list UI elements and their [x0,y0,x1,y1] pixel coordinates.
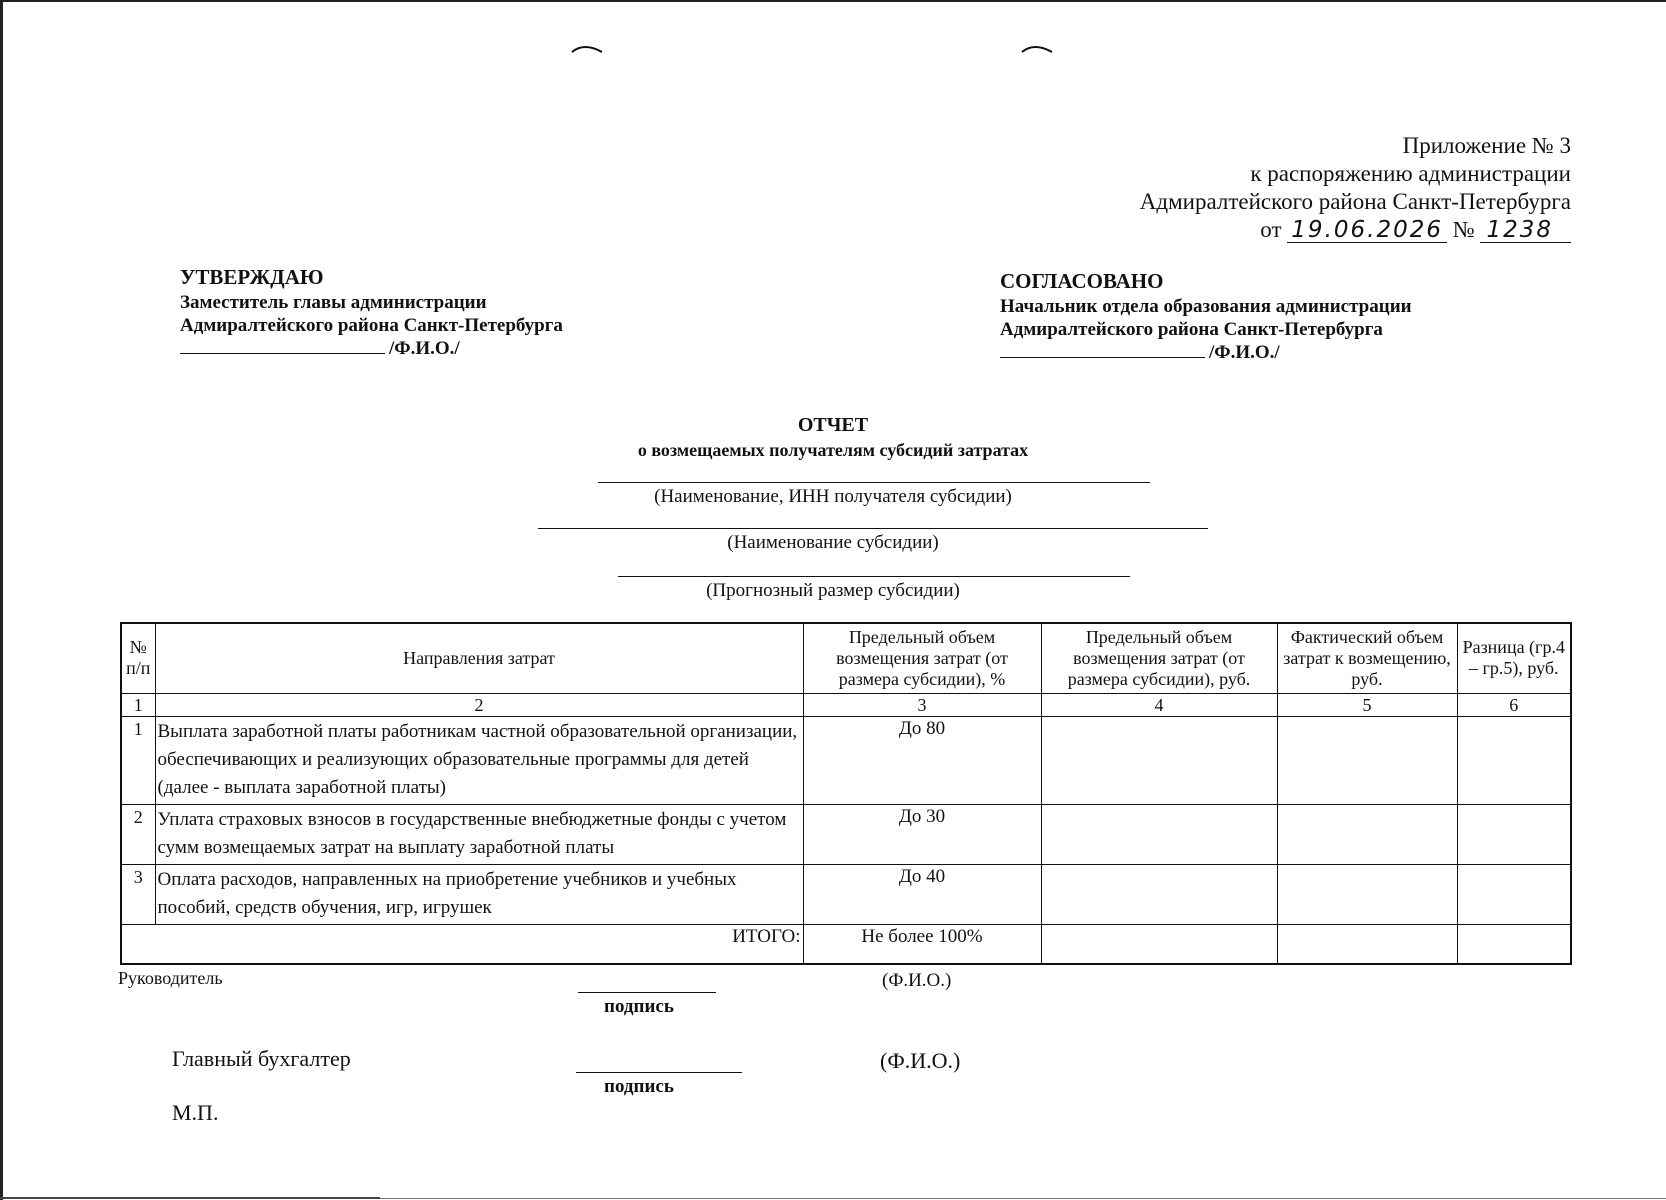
table-row [121,716,1571,804]
order-date: 19.06.2026 [1287,218,1447,243]
row-number: 3 [121,864,155,924]
total-row [121,924,1571,964]
subsidy-fill-line [538,528,1208,529]
approve-district: Адмиралтейского района Санкт-Петербурга [180,315,563,336]
column-number: 5 [1277,693,1457,716]
report-title: ОТЧЕТ [797,414,869,436]
header-number: № п/п [121,623,155,693]
table-row [121,864,1571,924]
accountant-sign-caption: подпись [604,1076,674,1097]
total-limit-rub [1041,924,1277,964]
column-number: 1 [121,693,155,716]
number-prefix: № [1452,217,1475,242]
row-direction: Выплата заработной платы работникам частной образовательной организации, обеспечивающих и реализующих образовательные программы для детей (далее - выплата заработной платы) [155,716,803,804]
order-number: 1238 [1480,218,1571,243]
total-label: ИТОГО: [121,924,803,964]
accountant-fio: (Ф.И.О.) [880,1048,961,1073]
approve-signature-line [180,337,563,360]
total-limit-percent: Не более 100% [803,924,1041,964]
approve-fio: /Ф.И.О./ [389,338,460,359]
staple-mark-left [570,42,606,56]
agreed-signature-line [1000,341,1412,364]
total-actual-rub [1277,924,1457,964]
staple-mark-right [1020,42,1056,56]
head-signature-line [578,992,716,993]
agreed-district: Адмиралтейского района Санкт-Петербурга [1000,319,1383,340]
column-number: 3 [803,693,1041,716]
forecast-caption: (Прогнозный размер субсидии) [706,580,960,601]
appendix-line-3: Адмиралтейского района Санкт-Петербурга [1139,189,1571,214]
approve-block [180,266,563,360]
row-actual-rub [1277,864,1457,924]
column-number: 6 [1457,693,1571,716]
agreed-block [1000,270,1412,364]
date-prefix: от [1260,217,1282,242]
row-direction: Уплата страховых взносов в государственные внебюджетные фонды с учетом сумм возмещаемых затрат на выплату заработной платы [155,804,803,864]
appendix-header [1140,132,1571,244]
row-direction: Оплата расходов, направленных на приобретение учебников и учебных пособий, средств обучения, игр, игрушек [155,864,803,924]
agreed-heading: СОГЛАСОВАНО [1000,269,1164,293]
row-number: 2 [121,804,155,864]
forecast-fill-line [618,576,1130,577]
row-actual-rub [1277,716,1457,804]
appendix-date-line [1140,216,1571,244]
column-number: 2 [155,693,803,716]
recipient-fill-line [598,482,1150,483]
head-label: Руководитель [118,968,223,988]
row-limit-rub [1041,864,1277,924]
appendix-line-1: Приложение № 3 [1402,133,1571,158]
column-number-row [121,693,1571,716]
agreed-fio: /Ф.И.О./ [1209,342,1280,363]
header-limit-percent: Предельный объем возмещения затрат (от размера субсидии), % [803,623,1041,693]
row-difference [1457,864,1571,924]
row-limit-rub [1041,804,1277,864]
seal-mark: М.П. [172,1100,219,1125]
header-difference: Разница (гр.4 – гр.5), руб. [1457,623,1571,693]
head-sign-caption: подпись [604,996,674,1017]
accountant-signature-line [576,1072,742,1073]
row-limit-rub [1041,716,1277,804]
header-direction: Направления затрат [155,623,803,693]
row-limit-percent: До 80 [803,716,1041,804]
appendix-line-2: к распоряжению администрации [1250,161,1571,186]
row-difference [1457,716,1571,804]
accountant-label: Главный бухгалтер [172,1046,351,1071]
agreed-signature-blank [1000,341,1205,358]
approve-heading: УТВЕРЖДАЮ [180,265,324,289]
header-actual-rub: Фактический объем затрат к возмещению, руб. [1277,623,1457,693]
row-actual-rub [1277,804,1457,864]
agreed-position: Начальник отдела образования администрации [1000,296,1412,317]
approve-signature-blank [180,337,385,354]
row-difference [1457,804,1571,864]
table-header-row [121,623,1571,693]
scan-border-bottom [0,1197,380,1199]
report-subtitle: о возмещаемых получателям субсидий затратах [637,440,1029,460]
table-row [121,804,1571,864]
total-difference [1457,924,1571,964]
report-table [120,622,1572,965]
row-number: 1 [121,716,155,804]
row-limit-percent: До 40 [803,864,1041,924]
row-limit-percent: До 30 [803,804,1041,864]
approve-position: Заместитель главы администрации [180,292,487,313]
header-limit-rub: Предельный объем возмещения затрат (от размера субсидии), руб. [1041,623,1277,693]
subsidy-caption: (Наименование субсидии) [727,532,939,553]
scan-border-bottom-faint [380,1198,1666,1199]
column-number: 4 [1041,693,1277,716]
head-fio: (Ф.И.О.) [882,970,952,991]
scan-border-top [0,0,1666,2]
recipient-caption: (Наименование, ИНН получателя субсидии) [654,486,1012,507]
